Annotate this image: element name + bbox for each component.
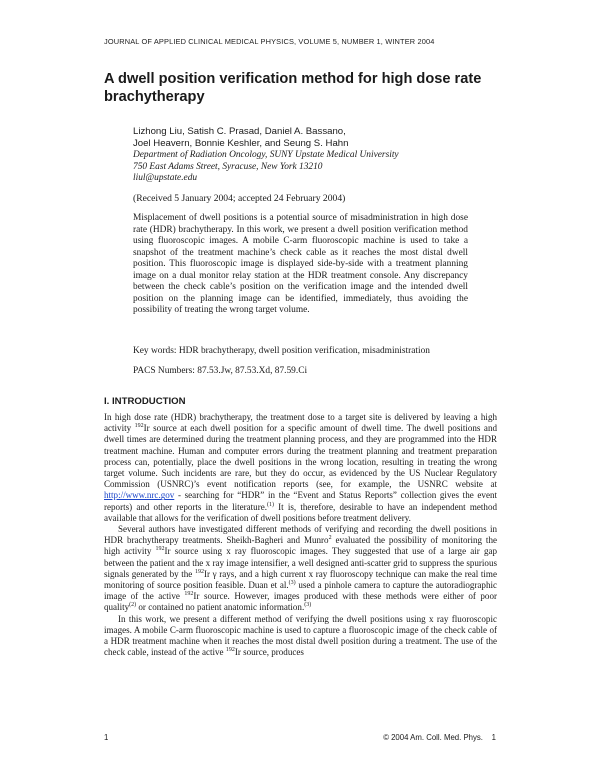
authors-line-2: Joel Heavern, Bonnie Keshler, and Seung S. Hahn (133, 138, 349, 149)
keywords: Key words: HDR brachytherapy, dwell position verification, misadministration (133, 346, 430, 356)
paragraph-3 (104, 614, 497, 659)
running-head: JOURNAL OF APPLIED CLINICAL MEDICAL PHYSICS, VOLUME 5, NUMBER 1, WINTER 2004 (104, 37, 435, 46)
p1-text-c: - searching for “HDR” in the “Event and Status Reports” collection gives the event reports) and other reports in the literature. (104, 490, 497, 512)
paragraph-2 (104, 524, 497, 614)
nrc-website-link[interactable]: http://www.nrc.gov (104, 490, 175, 501)
p3-text-b: Ir source, produces (234, 647, 304, 658)
address: 750 East Adams Street, Syracuse, New York 13210 (133, 161, 323, 172)
superscript: 192 (225, 647, 235, 654)
introduction-body (104, 412, 497, 658)
footer-copyright (362, 733, 496, 742)
reference-marker: (1) (266, 501, 274, 508)
superscript: 192 (184, 591, 194, 598)
p2-text-e: used a pinhole camera to capture the autoradiographic image of the active (104, 580, 498, 602)
p2-text-f: Ir source. However, images produced with these methods were either of poor quality (104, 591, 497, 613)
p3-text-a: In this work, we present a different method of verifying the dwell positions using x ray fluoroscopic images. A mobile C-arm fluoroscopic machine is used to capture a fluoroscopic image of the check cable of a HDR treatment machine when it reaches the most distal dwell position during a treatment. The use of the check cable, instead of the active (104, 613, 497, 658)
reference-marker: 2 (328, 535, 332, 542)
p2-text-b: evaluated the possibility of monitoring the high activity (104, 535, 497, 557)
superscript: 192 (155, 546, 165, 553)
reference-marker: (3) (304, 602, 312, 609)
pacs-numbers: PACS Numbers: 87.53.Jw, 87.53.Xd, 87.59.Ci (133, 366, 308, 376)
p1-text-d: It is, therefore, desirable to have an independent method available that allows for the verification of dwell positions before treatment delivery. (104, 501, 497, 523)
reference-marker: (3) (288, 580, 296, 587)
p1-text-b: Ir source at each dwell position for a specific amount of dwell time. The dwell positions and dwell times are determined during the treatment planning process, and they are programmed into the HDR treatment machine. Human and computer errors during the treatment planning and treatment preparation process can, potentially, place the dwell positions in the wrong location, resulting in treating the wrong target volume. Such incidents are rare, but they do occur, as evidenced by the US Nuclear Regulatory Commission (USNRC)’s event notification reports (see, for example, the USNRC website at (104, 423, 497, 490)
affiliation-block (133, 150, 463, 185)
authors-line-1: Lizhong Liu, Satish C. Prasad, Daniel A. Bassano, (133, 126, 346, 137)
footer-page-number-right: 1 (491, 733, 496, 742)
article-title: A dwell position verification method for high dose rate brachytherapy (104, 71, 482, 105)
superscript: 192 (134, 423, 144, 430)
superscript: 192 (194, 568, 204, 575)
p2-text-a: Several authors have investigated different methods of verifying and recording the dwell positions in HDR brachytherapy treatments. Sheikh-Bagheri and Munro (104, 524, 497, 546)
p2-text-g: or contained no patient anatomic information. (138, 602, 305, 613)
author-list (133, 126, 463, 150)
affiliation: Department of Radiation Oncology, SUNY Upstate Medical University (133, 150, 399, 160)
p2-text-d: Ir γ rays, and a high current x ray fluoroscopy technique can make the real time monitoring of source position feasible. Duan et al. (104, 568, 497, 591)
footer-page-number: 1 (104, 733, 109, 742)
email: liul@upstate.edu (133, 173, 198, 184)
reference-marker: (2) (129, 602, 137, 609)
p1-text-a: In high dose rate (HDR) brachytherapy, the treatment dose to a target site is delivered by leaving a high activity (104, 412, 497, 434)
copyright-text: © 2004 Am. Coll. Med. Phys. (383, 733, 483, 742)
section-heading: I. INTRODUCTION (104, 396, 186, 407)
paragraph-1 (104, 412, 497, 524)
abstract: Misplacement of dwell positions is a potential source of misadministration in high dose rate (HDR) brachytherapy. In this work, we present a dwell position verification method using fluoroscopic images. A mobile C-arm fluoroscopic machine is used to take a snapshot of the treatment machine’s check cable as it reaches the most distal dwell position. This fluoroscopic image is displayed side-by-side with a treatment planning image on a dual monitor relay station at the HDR treatment console. Any discrepancy between the check cable’s position on the verification image and the intended dwell position on the planning image can be identified, immediately, thus avoiding the possibility of treating the wrong target volume. (133, 213, 468, 316)
received-dates: (Received 5 January 2004; accepted 24 February 2004) (133, 193, 346, 204)
p2-text-c: Ir source using x ray fluoroscopic images. They suggested that use of a large air gap between the patient and the x ray image intensifier, a well designed anti-scatter grid to suppress the spurious signals generated by the (104, 546, 498, 579)
